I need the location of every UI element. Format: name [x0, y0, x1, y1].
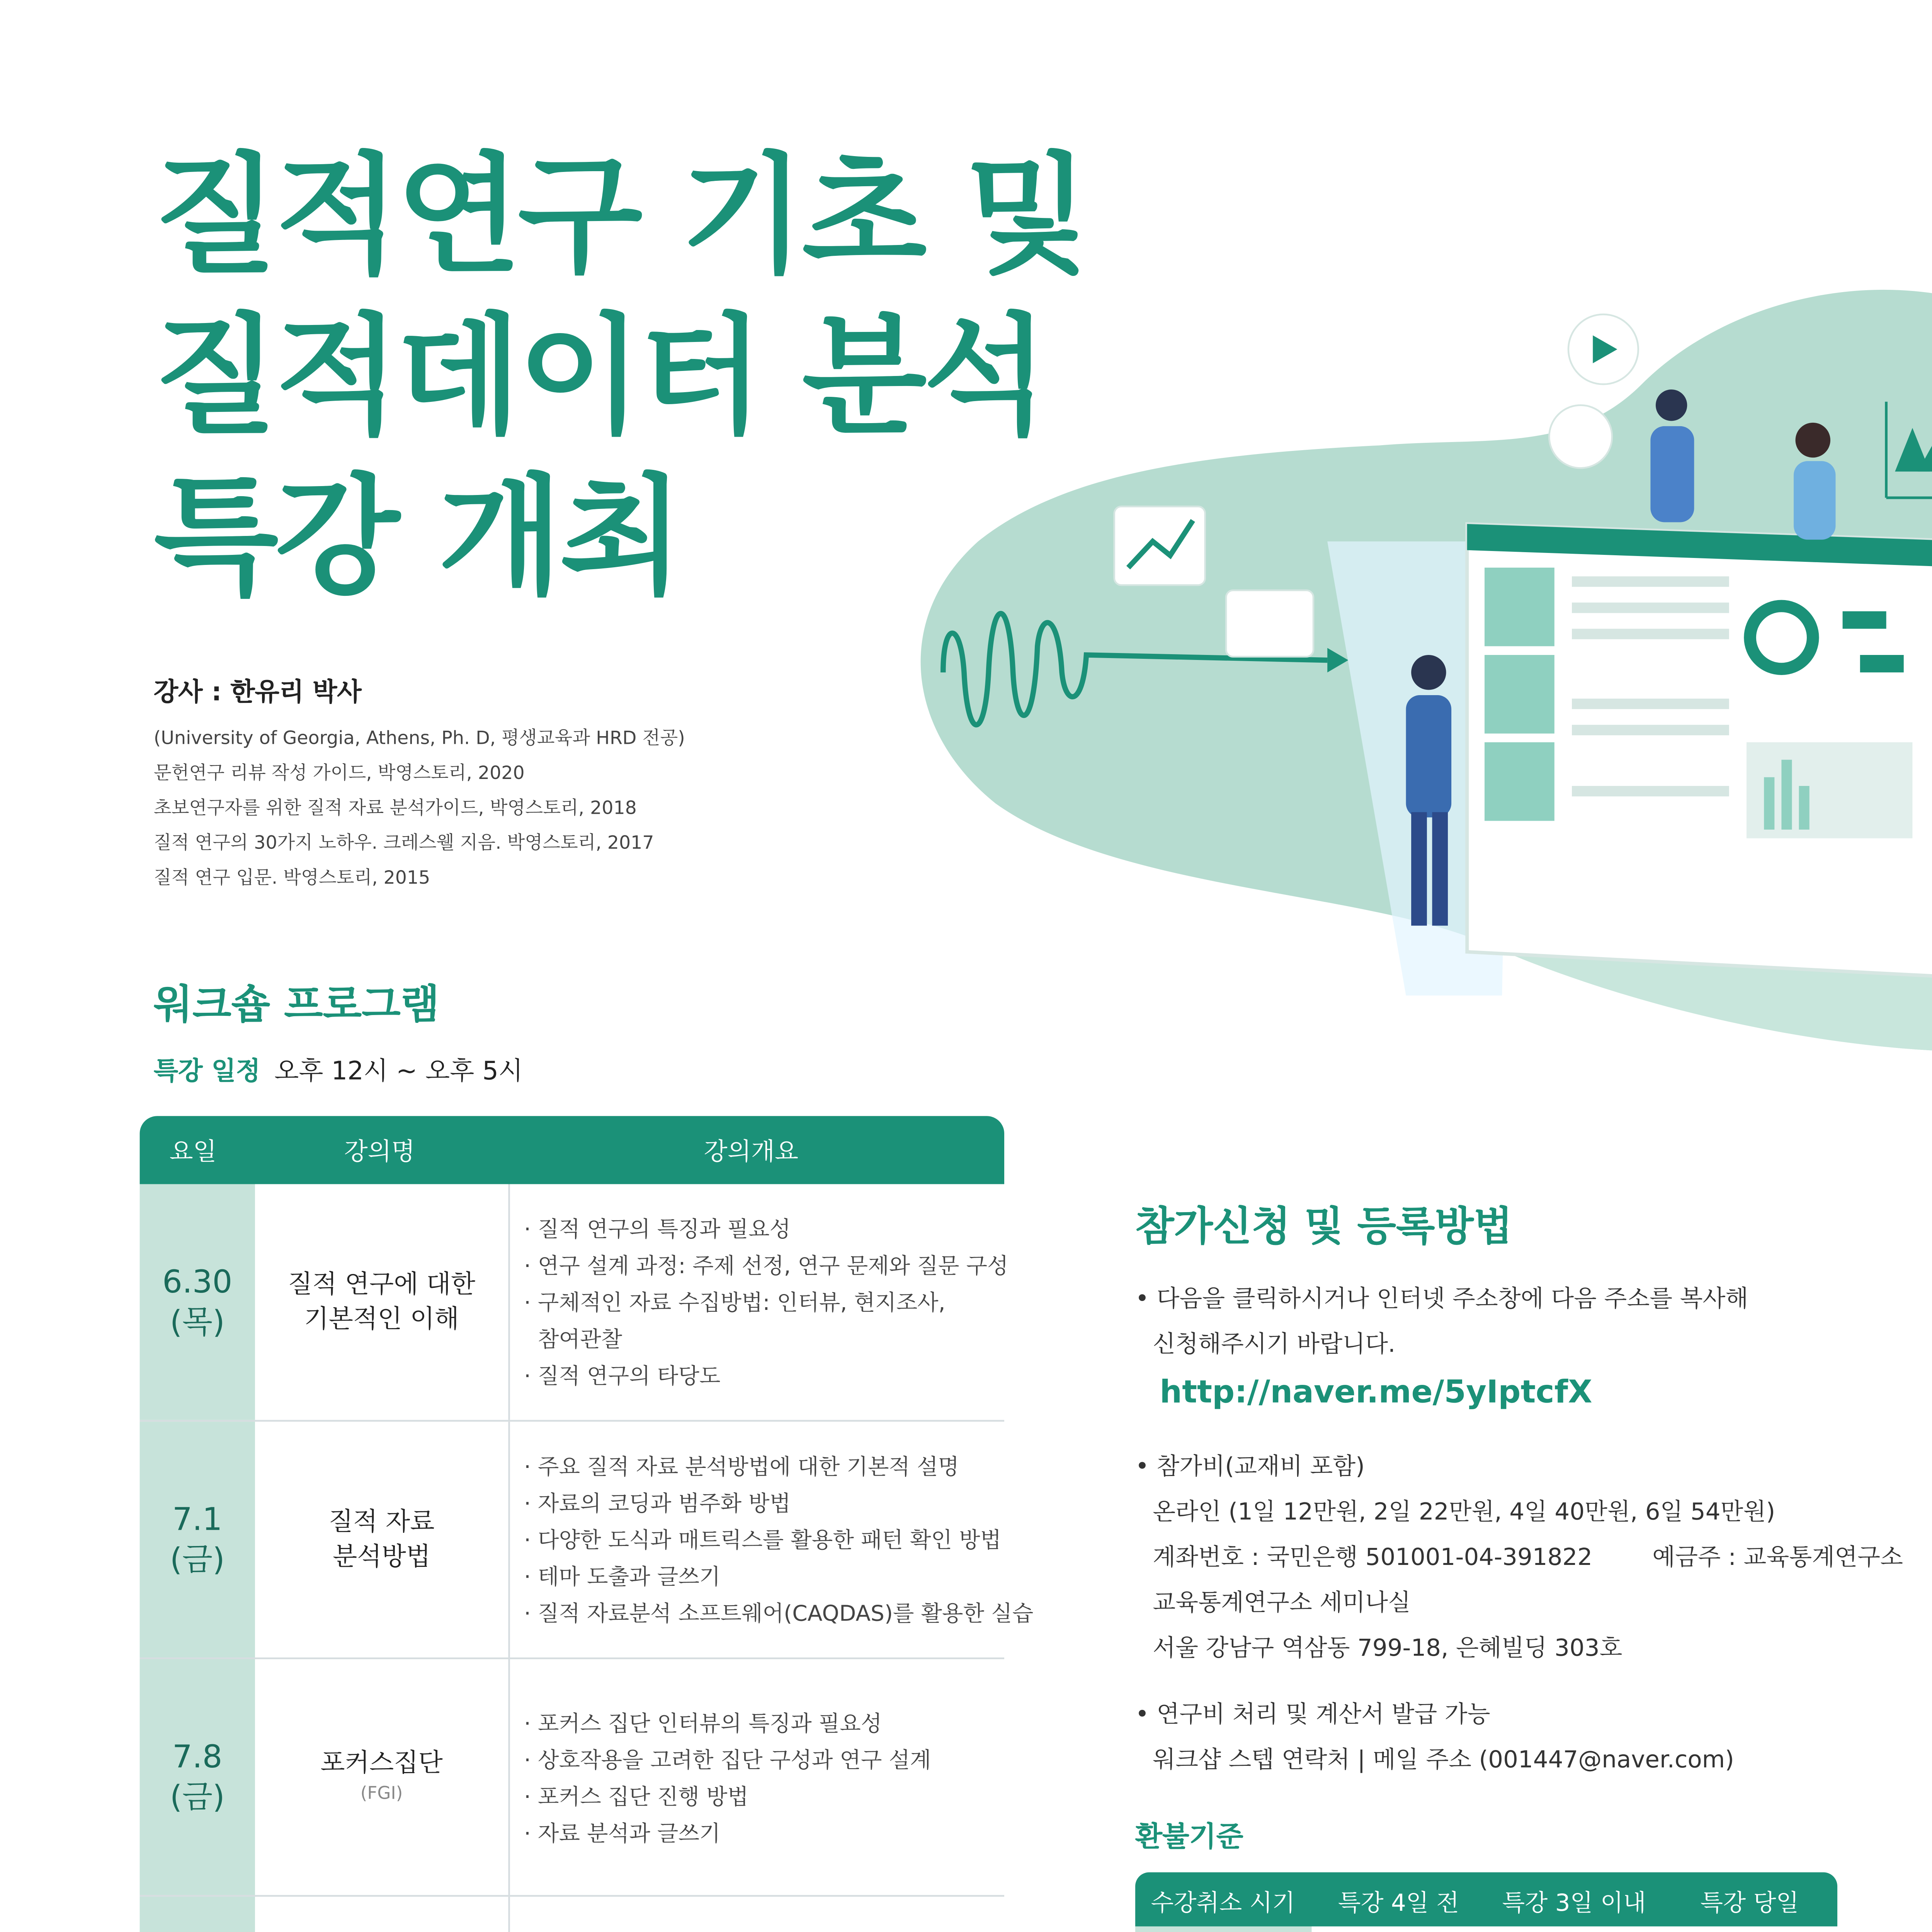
program-row	[140, 1659, 1004, 1897]
program-day	[140, 1659, 255, 1895]
day-weekday: (목)	[170, 1304, 225, 1341]
fee-line: • 참가비(교재비 포함)	[1135, 1453, 1365, 1481]
credential-line: 질적 연구의 30가지 노하우. 크레스웰 지음. 박영스토리, 2017	[153, 833, 654, 854]
schedule-label: 특강 일정	[153, 1058, 260, 1087]
refund-cell	[1486, 1927, 1662, 1932]
refund-title: 환불기준	[1135, 1820, 1243, 1853]
fee-line: 계좌번호 : 국민은행 501001-04-391822 예금주 : 교육통계연구소	[1153, 1544, 1903, 1572]
program-day	[140, 1422, 255, 1657]
lecture-name	[255, 1659, 508, 1895]
registration-intro: 신청해주시기 바랍니다.	[1153, 1331, 1396, 1359]
schedule-time: 오후 12시 ~ 오후 5시	[274, 1058, 523, 1087]
registration-title: 참가신청 및 등록방법	[1135, 1205, 1513, 1251]
lecture-name-line: 분석방법	[332, 1543, 431, 1571]
refund-cell	[1662, 1927, 1837, 1932]
lecturer-credentials	[154, 721, 685, 896]
refund-table-row	[1135, 1927, 1837, 1932]
lecture-overview	[508, 1184, 1013, 1420]
receipt-line: • 연구비 처리 및 계산서 발급 가능	[1135, 1701, 1490, 1729]
program-rows	[140, 1184, 1034, 1932]
program-title: 워크숍 프로그램	[153, 983, 439, 1029]
schedule	[154, 1051, 523, 1088]
day-weekday: (금)	[170, 1541, 225, 1578]
registration-info	[1135, 1277, 1903, 1783]
column-header-day: 요일	[169, 1139, 217, 1167]
fee-line: 서울 강남구 역삼동 799-18, 은혜빌딩 303호	[1153, 1634, 1622, 1663]
refund-cell	[1311, 1927, 1486, 1932]
overview-item: · 자료의 코딩과 범주화 방법	[524, 1490, 791, 1516]
overview-item: · 자료 분석과 글쓰기	[524, 1819, 721, 1845]
lecture-name-line: 질적 연구에 대한	[288, 1270, 476, 1299]
credential-line: (University of Georgia, Athens, Ph. D, 평생교육과 HRD 전공)	[153, 728, 685, 750]
overview-item: · 구체적인 자료 수집방법: 인터뷰, 현지조사,	[524, 1289, 946, 1315]
overview-item: · 테마 도출과 글쓰기	[524, 1563, 721, 1590]
registration-intro: • 다음을 클릭하시거나 인터넷 주소창에 다음 주소를 복사해	[1135, 1285, 1748, 1314]
column-header-lecture: 강의명	[344, 1139, 415, 1167]
lecture-name	[255, 1184, 508, 1420]
lecture-name	[255, 1897, 508, 1932]
lecture-name-line: 질적 자료	[328, 1508, 435, 1536]
lecture-name-line: 기본적인 이해	[304, 1305, 459, 1334]
overview-item: · 연구 설계 과정: 주제 선정, 연구 문제와 질문 구성	[524, 1252, 1009, 1279]
fee-line: 교육통계연구소 세미나실	[1153, 1589, 1411, 1617]
overview-item: · 질적 연구의 타당도	[524, 1362, 721, 1389]
day-date: 6.30	[162, 1264, 233, 1301]
title-line: 질적연구 기초 및	[153, 141, 1087, 292]
overview-item: 참여관찰	[524, 1325, 622, 1352]
lecture-subtitle: (FGI)	[360, 1784, 403, 1803]
refund-header-cell: 특강 4일 전	[1338, 1889, 1459, 1917]
program-row	[140, 1422, 1034, 1659]
refund-header-cell: 특강 3일 이내	[1502, 1889, 1646, 1917]
fee-line: 온라인 (1일 12만원, 2일 22만원, 4일 40만원, 6일 54만원)	[1153, 1498, 1776, 1527]
title-line: 특강 개최	[153, 463, 681, 613]
refund-table-header	[1135, 1872, 1837, 1926]
program-day	[140, 1897, 255, 1932]
hero-illustration	[908, 279, 1932, 1056]
overview-item: · 질적 연구의 특징과 필요성	[524, 1215, 791, 1242]
overview-item: · 상호작용을 고려한 집단 구성과 연구 설계	[524, 1745, 931, 1772]
receipt-line: 워크샵 스텝 연락처 | 메일 주소 (001447@naver.com)	[1153, 1747, 1735, 1775]
lecture-overview	[508, 1422, 1034, 1657]
overview-item: · 다양한 도식과 매트릭스를 활용한 패턴 확인 방법	[524, 1526, 1002, 1553]
day-weekday: (금)	[170, 1779, 225, 1816]
program-row	[140, 1897, 1004, 1932]
refund-header-cell: 특강 당일	[1700, 1889, 1799, 1917]
credential-line: 초보연구자를 위한 질적 자료 분석가이드, 박영스토리, 2018	[153, 798, 637, 819]
program-table-header	[140, 1116, 1004, 1184]
lecturer-name: 강사 : 한유리 박사	[153, 679, 362, 707]
column-header-overview: 강의개요	[704, 1139, 799, 1167]
registration-link[interactable]: http://naver.me/5yIptcfX	[1160, 1374, 1592, 1412]
refund-header-cell: 수강취소 시기	[1151, 1889, 1295, 1917]
lecture-overview	[508, 1659, 1013, 1895]
program-day	[140, 1184, 255, 1420]
program-row	[140, 1184, 1009, 1422]
overview-item: · 주요 질적 자료 분석방법에 대한 기본적 설명	[524, 1453, 959, 1480]
refund-table	[1135, 1872, 1837, 1932]
lecture-name-line: 포커스집단	[320, 1749, 443, 1777]
day-date: 7.1	[172, 1501, 223, 1538]
refund-cell	[1135, 1927, 1311, 1932]
overview-item: · 포커스 집단 인터뷰의 특징과 필요성	[524, 1709, 882, 1735]
title-line: 질적데이터 분석	[153, 302, 1045, 452]
lecture-overview	[508, 1897, 1013, 1932]
lecture-name	[255, 1422, 508, 1657]
overview-item: · 질적 자료분석 소프트웨어(CAQDAS)를 활용한 실습	[524, 1600, 1034, 1626]
day-date: 7.8	[172, 1738, 223, 1776]
credential-line: 문헌연구 리뷰 작성 가이드, 박영스토리, 2020	[153, 763, 525, 784]
program-table	[140, 1116, 1034, 1932]
credential-line: 질적 연구 입문. 박영스토리, 2015	[153, 868, 430, 889]
overview-item: · 포커스 집단 진행 방법	[524, 1782, 749, 1809]
